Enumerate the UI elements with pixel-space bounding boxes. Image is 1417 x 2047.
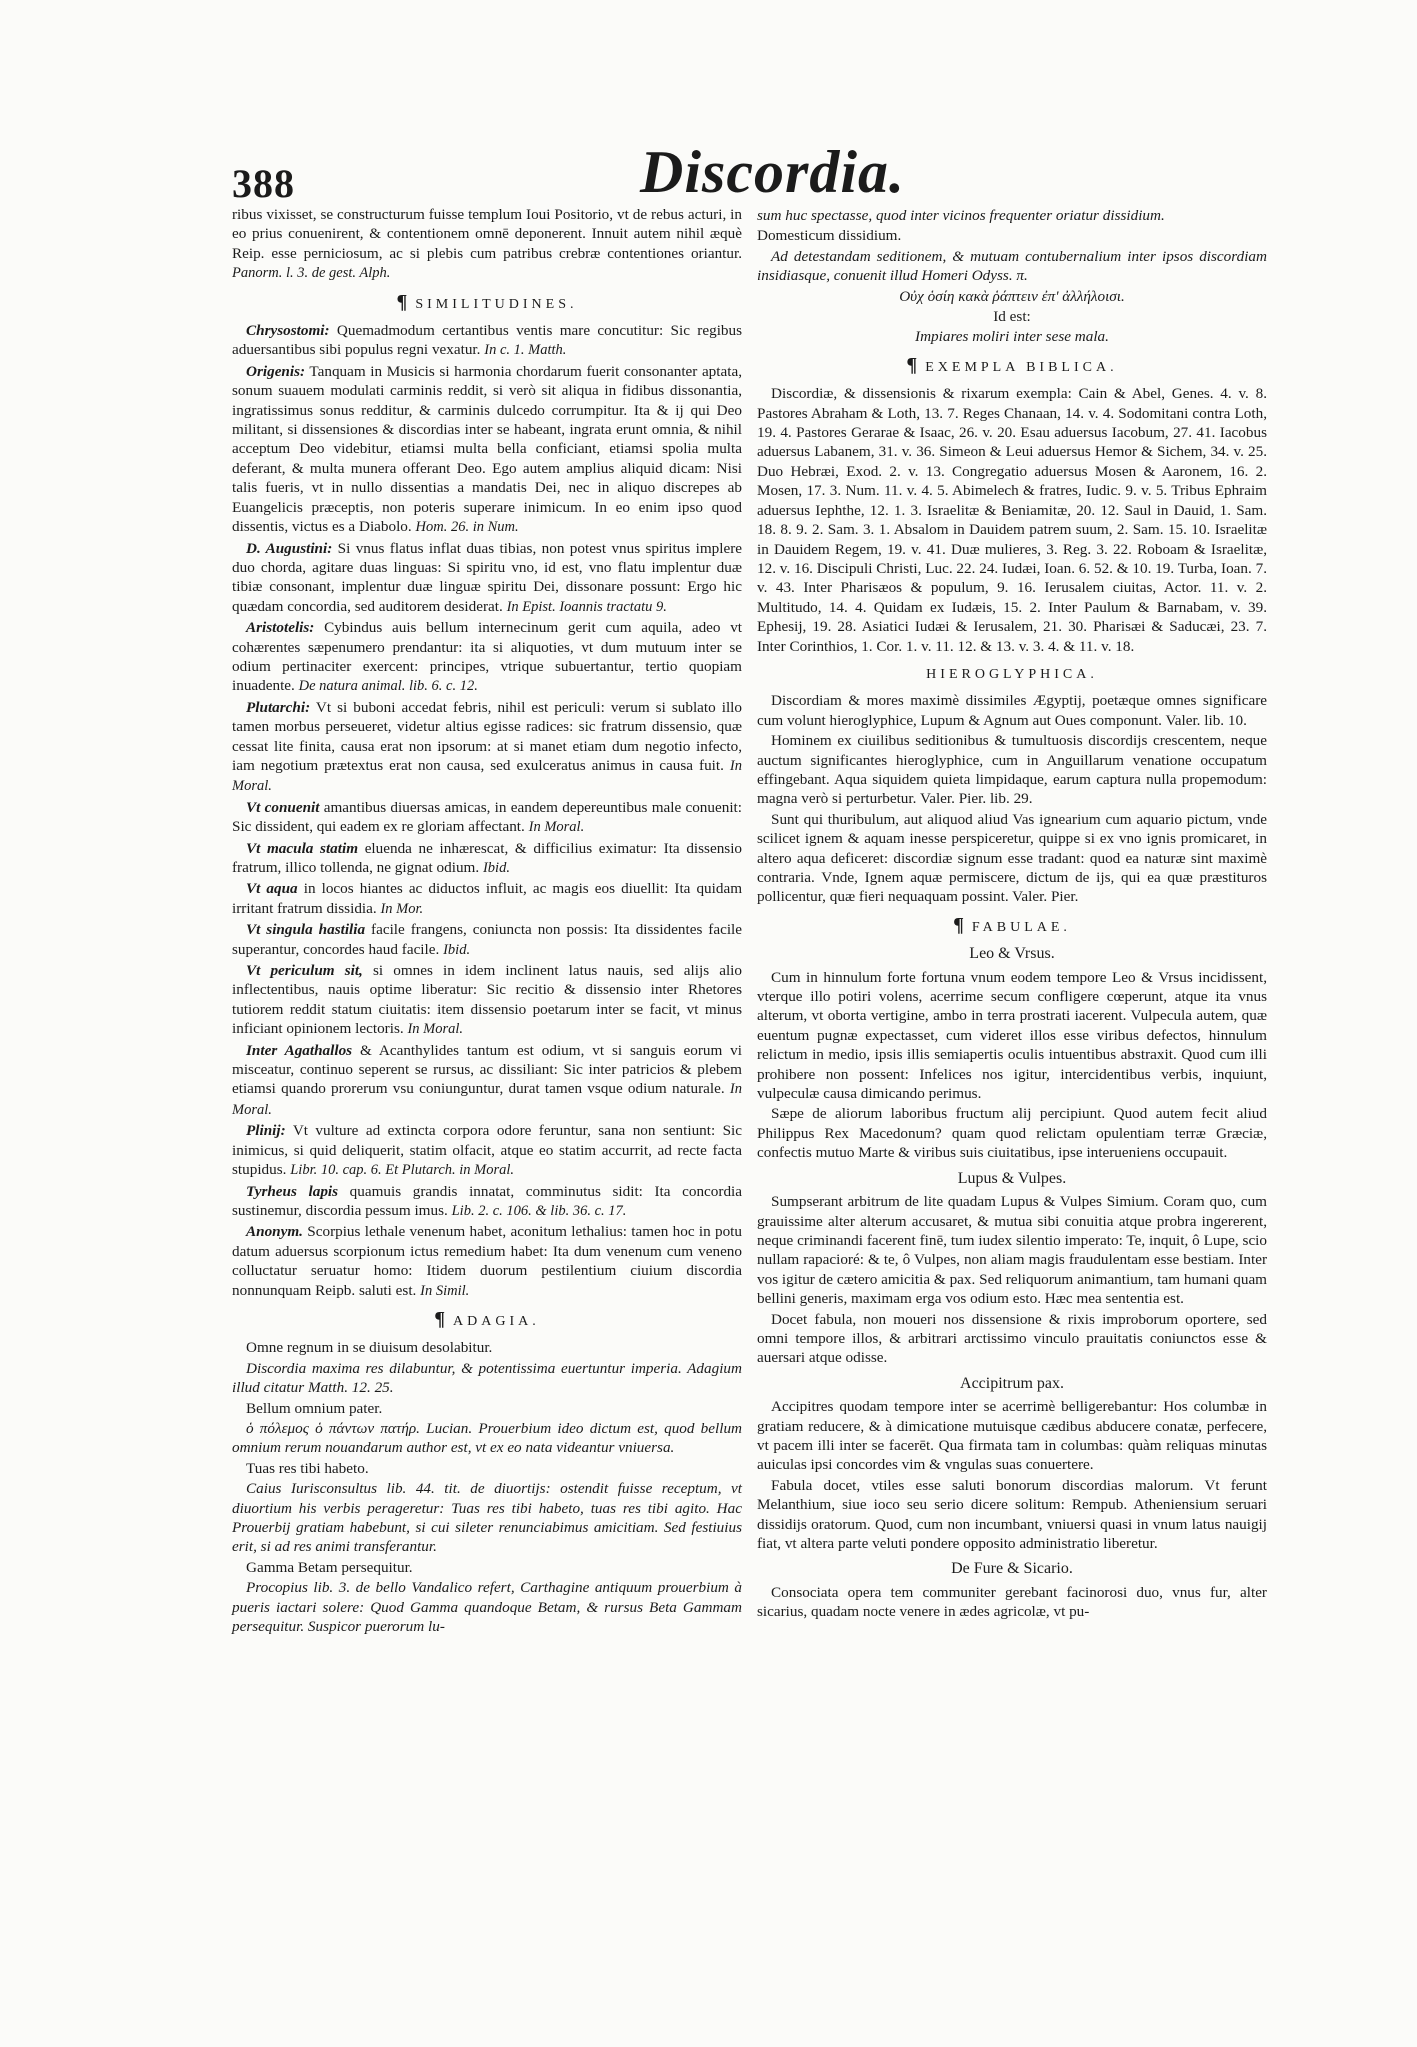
hieroglyphica-paragraph: Hominem ex ciuilibus seditionibus & tumultuosis discordijs crescentem, neque auctum significantes hieroglyphice, cum in Anguillarum venatione occupatum effingebant. Aqua siquidem quieta limpidaque, earum captura nulla propemodum: magna verò si perturbetur. Valer. Pier. lib. 29.	[757, 732, 1267, 808]
adagium-main: Tuas res tibi habeto.	[246, 1459, 369, 1477]
similitudo-entry	[232, 618, 742, 697]
fable-paragraph: Fabula docet, vtiles esse saluti bonorum discordias malorum. Vt ferunt Melanthium, siue ioco seu serio dicere solitum: Rempub. Atheniensium seruari dissidijs oratorum. Quod, cum non incumbant, vniuersi quasi in vnum latus nauigij fiat, vt altera parte veluti pondere opposito administratio liberetur.	[757, 1476, 1267, 1552]
similitudo-ref: In c. 1. Matth.	[484, 342, 567, 359]
similitudo-entry	[232, 362, 742, 538]
similitudo-text: Vt si buboni accedat febris, nihil est periculi: verum si sublato illo tamen morbus perseueret, videtur altius egisse radices: sic fratrum dissensio, quæ cessat lite finita, causa erat non ipsorum: at si manet etiam dum negotio infecto, iam negotium prætextus erat non causa, sed exulceratus animus in causa fuit.	[232, 698, 742, 774]
hieroglyphica-list	[757, 691, 1267, 906]
similitudo-ref: Ibid.	[482, 860, 510, 876]
homer-latin: Impiares moliri inter sese mala.	[915, 328, 1109, 346]
similitudo-ref: In Mor.	[380, 900, 424, 917]
right-domestic: Domesticum dissidium.	[757, 227, 902, 245]
similitudo-ref: In Moral.	[232, 1081, 743, 1118]
running-headword: Discordia.	[640, 139, 905, 205]
similitudo-entry	[232, 839, 742, 879]
similitudo-ref: In Moral.	[528, 819, 585, 836]
similitudo-author: Vt aqua	[246, 880, 298, 898]
similitudo-ref: In Epist. Ioannis tractatu 9.	[506, 598, 667, 615]
similitudo-ref: In Simil.	[420, 1282, 470, 1299]
similitudo-ref: Lib. 2. c. 106. & lib. 36. c. 17.	[451, 1202, 627, 1219]
similitudo-author: Vt macula statim	[246, 839, 359, 857]
section-heading-similitudines: ¶ SIMILITUDINES.	[396, 290, 578, 313]
similitudo-entry	[232, 920, 742, 960]
similitudo-entry	[232, 961, 742, 1040]
similitudo-author: Anonym.	[246, 1223, 303, 1241]
adagia-list	[232, 1338, 742, 1636]
left-intro-text: ribus vixisset, se constructurum fuisse templum Ioui Positorio, vt de rebus acturi, in eo prius conuenirent, & contentionem omnē deponerent. Innuit autem nihil æquè Reip. esse perniciosum, ac si plebis cum patribus crebræ contentiones oriantur.	[232, 206, 742, 262]
similitudo-ref: In Moral.	[232, 757, 742, 795]
similitudines-list	[232, 321, 742, 1301]
similitudo-author: Inter Agathallos	[246, 1041, 353, 1059]
similitudo-author: Vt conuenit	[246, 798, 320, 816]
fable-paragraph: Docet fabula, non moueri nos dissensione & rixis improborum oportere, sed omni tempore illos, & arbitrari arctissimo vinculo prauitatis coniunctos esse & auersari atque odisse.	[757, 1310, 1267, 1367]
similitudo-text: Vt vulture ad extincta corpora odore feruntur, sana non sentiunt: Sic inimicus, si quid deliquerit, statim olfacit, atque eo statim accurrit, ad recte facta stupidus.	[232, 1122, 743, 1179]
similitudo-entry	[232, 698, 742, 797]
similitudo-entry	[232, 539, 742, 618]
adagium-explanation: ὁ πόλεμος ὁ πάντων πατήρ. Lucian. Prouerbium ideo dictum est, quod bellum omnium rerum nouandarum author est, vt ex eo nata videantur vniuersa.	[232, 1419, 742, 1457]
similitudo-text: eluenda ne inhærescat, & difficilius eximatur: Ita dissensio fratrum, illico tollenda, ne gignat odium.	[232, 839, 743, 876]
similitudo-text: si omnes in idem inclinent latus nauis, sed alijs alio inflectentibus, nauis optime liberatur: Sic recitio & dissensio inter Rhetores tutiorem reddit statum ciuitatis: item dissensio poetarum inter se facit, vt minus inficiant opinionem lectoris.	[232, 962, 742, 1038]
fable-title: Lupus & Vulpes.	[957, 1169, 1067, 1187]
similitudo-ref: In Moral.	[407, 1021, 464, 1038]
left-column	[232, 205, 742, 1637]
fable-paragraph: Cum in hinnulum forte fortuna vnum eodem tempore Leo & Vrsus incidissent, vterque illo potiri volens, acerrime secum confligere cœperunt, atque ita vnus alterum, vt oborta vertigine, ambo in terra prostrati iacerent. Vulpecula autem, quæ euentum pugnæ expectasset, cum videret illos esse viribus defectos, hinnulum relictum in medio, ipsis illis semiapertis oculis intuentibus abstraxit. Quod cum illi prohibere non possent: Infelices nos igitur, intercidentibus verbis, inquiunt, vulpeculæ causa dimicando perimus.	[757, 968, 1267, 1103]
homer-intro: Ad detestandam seditionem, & mutuam contubernalium inter ipsos discordiam insidiasque, conuenit illud Homeri Odyss. π.	[757, 247, 1267, 285]
adagium-main: Gamma Betam persequitur.	[246, 1558, 413, 1576]
similitudo-author: D. Augustini:	[246, 539, 333, 557]
right-intro: sum huc spectasse, quod inter vicinos frequenter oriatur dissidium.	[757, 207, 1165, 224]
similitudo-text: quamuis grandis innatat, comminutus sidit: Ita concordia sustinemur, discordia pessum imus.	[232, 1182, 742, 1219]
similitudo-text: & Acanthylides tantum est odium, vt si sanguis eorum vi misceatur, continuo seperent se rursus, ac dissiliant: Sic inter patricios & plebem etiamsi quando prorerum vsu coniunguntur, durat tamen vsque odium naturale.	[232, 1041, 742, 1098]
fable-title: Leo & Vrsus.	[969, 945, 1055, 963]
similitudo-entry	[232, 321, 742, 361]
similitudo-text: Quemadmodum certantibus ventis mare concutitur: Sic regibus aduersantibus sibi populus regni vexatur.	[232, 322, 743, 359]
page-number: 388	[232, 161, 295, 206]
similitudo-entry	[232, 879, 742, 919]
similitudo-author: Vt periculum sit,	[246, 962, 363, 980]
similitudo-author: Aristotelis:	[246, 619, 315, 637]
fable-paragraph: Sumpserant arbitrum de lite quadam Lupus & Vulpes Simium. Coram quo, cum grauissime alter alterum accusaret, & mutua sibi conuitia atque probra ingererent, neque criminandi facerent finē, tum iudex silentio imperato: Te, inquit, ô Lupe, scio nullam rapacioré: & te, ô Vulpes, non aliam magis fraudulentam esse bestiam. Inter vos igitur de cætero amicitia & pax. Sed reliquorum animantium, tam humani quam bellini generis, maximam erga vos odium esto. Hæc mea sententia est.	[757, 1193, 1267, 1308]
adagium-main: Omne regnum in se diuisum desolabitur.	[246, 1339, 493, 1357]
similitudo-ref: Ibid.	[443, 941, 471, 958]
similitudo-author: Tyrheus lapis	[246, 1182, 339, 1200]
left-intro	[232, 205, 742, 284]
exempla-text: Discordiæ, & dissensionis & rixarum exempla: Cain & Abel, Genes. 4. v. 8. Pastores Abraham & Loth, 13. 7. Reges Chanaan, 14. v. 4. Sodomitani contra Loth, 19. 4. Pastores Gerarae & Isaac, 26. v. 20. Esau aduersus Iacobum, 27. 41. Iacobus aduersus Labanem, 31. v. 36. Simeon & Leui aduersus Hemor & Sichem, 34. v. 25. Duo Hebræi, Exod. 2. v. 13. Congregatio aduersus Mosen & Aaronem, 16. 2. Mosen, 17. 3. Num. 11. v. 4. 5. Abimelech & fratres, Iudic. 9. v. 5. Tribus Ephraim aduersus Iephthe, 12. 1. 3. Israelitæ & Beniamitæ, 20. 12. Saul in Dauid, 1. Sam. 18. 8. 9. 2. Sam. 3. 1. Absalom in Dauidem patrem suum, 2. Sam. 15. 10. Israelitæ in Dauidem Regem, 19. v. 41. Duæ mulieres, 3. Reg. 3. 22. Roboam & Israelitæ, 12. v. 16. Discipuli Christi, Luc. 22. 24. Iudæi, Ioan. 6. 52. & 10. 19. Turba, Ioan. 7. v. 43. Inter Pharisæos & populum, 9. 16. Ierusalem ciuitas, Actor. 11. v. 2. Multitudo, 14. 4. Quidam ex Iudæis, 15. 2. Inter Paulum & Barnabam, v. 39. Ephesij, 19. 28. Asiatici Iudæi & Ierusalem, 21. 30. Pharisæi & Saducæi, 23. 7. Inter Corinthios, 1. Cor. 1. v. 11. 12. & 13. v. 3. 4. & 11. v. 18.	[757, 385, 1267, 655]
similitudo-author: Chrysostomi:	[246, 322, 330, 340]
section-heading-fabulae: ¶ FABULAE.	[953, 913, 1071, 936]
similitudo-author: Vt singula hastilia	[246, 921, 366, 939]
adagium-explanation: Procopius lib. 3. de bello Vandalico refert, Carthagine antiquum prouerbium à pueris iactari solere: Quod Gamma quandoque Betam, & rursus Beta Gammam persequitur. Suspicor puerorum lu-	[232, 1579, 742, 1636]
section-heading-adagia: ¶ ADAGIA.	[434, 1307, 540, 1330]
similitudo-author: Plinij:	[246, 1122, 286, 1140]
adagium-explanation: Discordia maxima res dilabuntur, & potentissima euertuntur imperia. Adagium illud citatur Matth. 12. 25.	[232, 1359, 742, 1397]
similitudo-text: Tanquam in Musicis si harmonia chordarum fuerit consonanter aptata, sonum suauem modulati carminis reddit, si verò sit aliqua in fidibus dissonantia, ingratissimus sonus redditur, & carminis dulcedo corrumpitur. Ita & ij qui Deo militant, si dissensiones & discordias inter se habeant, ingrata erunt omnia, & nihil acceptum Deo videbitur, etiamsi multa bella conficiant, etiamsi spolia multa deferant, & multa munera offerant Deo. Ego autem amplius aliquid dicam: Nisi talis fueris, vt in nullo dissentias a mandatis Dei, nec in aliquo discrepes ab Euangelicis præceptis, non poteris superare inimicum. In eo enim ipso quod dissentis, victus es a Diabolo.	[232, 362, 742, 536]
similitudo-ref: Libr. 10. cap. 6. Et Plutarch. in Moral.	[290, 1162, 515, 1179]
similitudo-text: Si vnus flatus inflat duas tibias, non potest vnus spiritus implere duo chorda, agitare duas linguas: Si spiritu vno, id est, vno flatu implentur duæ tibiæ consonant, implentur duæ linguæ spiritu Dei, dissonare possunt: Ergo hic quædam concordia, sed auditorem desiderat.	[232, 539, 742, 615]
fable-paragraph: Sæpe de aliorum laboribus fructum alij percipiunt. Quod autem fecit aliud Philippus Rex Macedonum? quam quod relictam opulentiam terræ Græciæ, confectis mutuo Marte & viribus suis ciuitatibus, ipse interueniens occupauit.	[757, 1105, 1267, 1162]
fable-title: De Fure & Sicario.	[951, 1560, 1073, 1578]
similitudo-ref: De natura animal. lib. 6. c. 12.	[298, 678, 478, 695]
similitudo-author: Plutarchi:	[246, 698, 311, 716]
adagium-explanation: Caius Iurisconsultus lib. 44. tit. de diuortijs: ostendit fuisse receptum, vt diuortium his verbis perageretur: Tuas res tibi habeto, tuas res tibi agito. Hac Prouerbij gratiam habebunt, si cui sileter renunciabimus amicitiam. Sed festiuius erit, si ad res animi transferantur.	[232, 1480, 742, 1556]
similitudo-text: Cybindus auis bellum internecinum gerit cum aquila, adeo vt cohærentes sæpenumero prendantur: ita si aliquoties, vt dum mutuum inter se odium pertinaciter exercent: principes, vtrique subuertantur, tertio quopiam inuadente.	[232, 619, 743, 695]
right-column	[757, 206, 1267, 1623]
hieroglyphica-paragraph: Sunt qui thuribulum, aut aliquod aliud Vas ignearium cum aquario pictum, vnde scilicet ignem & aquam inesse perspiceretur, quippe si ex vno ignis promicaret, in altero aqua deficeret: discordiæ signum esse tradant: quod ea naturæ sint maximè contraria. Vnde, Ignem aquæ permiscere, dictum de ijs, qui ea quæ præstituros pollicentur, quæ fieri nequaquam possint. Valer. Pier.	[757, 810, 1267, 906]
left-intro-ref: Panorm. l. 3. de gest. Alph.	[232, 265, 391, 282]
similitudo-text: in locos hiantes ac diductos influit, ac magis eos diuellit: Ita quidam irritant fratrum dissidia.	[232, 880, 743, 917]
homer-greek: Οὐχ ὁσίη κακὰ ῥάπτειν ἐπ' ἀλλήλοισι.	[899, 287, 1125, 305]
section-heading-hieroglyphica: HIEROGLYPHICA.	[926, 666, 1098, 682]
similitudo-entry	[232, 1222, 742, 1301]
similitudo-text: Scorpius lethale venenum habet, aconitum lethalius: tamen hoc in potu datum aduersus scorpionum ictus remedium habet: Ita dum venenum cum veneno colluctatur seruatur homo: Itidem duorum pestilentium ciuium discordia nonnunquam Reipb. saluti est.	[232, 1223, 742, 1299]
similitudo-entry	[232, 1121, 742, 1180]
similitudo-entry	[232, 798, 742, 838]
section-heading-exempla: ¶ EXEMPLA BIBLICA.	[906, 353, 1118, 376]
similitudo-entry	[232, 1182, 742, 1222]
similitudo-ref: Hom. 26. in Num.	[415, 519, 519, 536]
similitudo-text: facile frangens, coniuncta non possis: Ita dissidentes facile superantur, concordes haud facile.	[232, 921, 743, 958]
fable-paragraph: Consociata opera tem communiter gerebant facinorosi duo, vnus fur, alter sicarius, quadam nocte venere in ædes agricolæ, vt pu-	[757, 1583, 1267, 1621]
fable-title: Accipitrum pax.	[960, 1374, 1064, 1392]
similitudo-entry	[232, 1041, 742, 1121]
homer-idest: Id est:	[993, 308, 1031, 326]
hieroglyphica-paragraph: Discordiam & mores maximè dissimiles Ægyptij, poetæque omnes significare cum volunt hieroglyphice, Lupum & Agnum aut Oues componunt. Valer. lib. 10.	[757, 692, 1267, 729]
fable-paragraph: Accipitres quodam tempore inter se acerrimè belligerebantur: Hos columbæ in gratiam reducere, & à dimicatione mutuisque cædibus abducere conatæ, perfecere, vt pacem illi inter se facerēt. Qua firmata tam in columbas: quàm reliquas minutas auiculas ipsi concordes vim & vngulas suas conuertere.	[757, 1398, 1267, 1474]
fabulae-list	[757, 944, 1267, 1621]
similitudo-text: amantibus diuersas amicas, in eandem depereuntibus male conuenit: Sic dissident, qui eadem ex re gloriam affectant.	[232, 798, 742, 836]
adagium-main: Bellum omnium pater.	[246, 1399, 383, 1417]
similitudo-author: Origenis:	[246, 362, 306, 380]
